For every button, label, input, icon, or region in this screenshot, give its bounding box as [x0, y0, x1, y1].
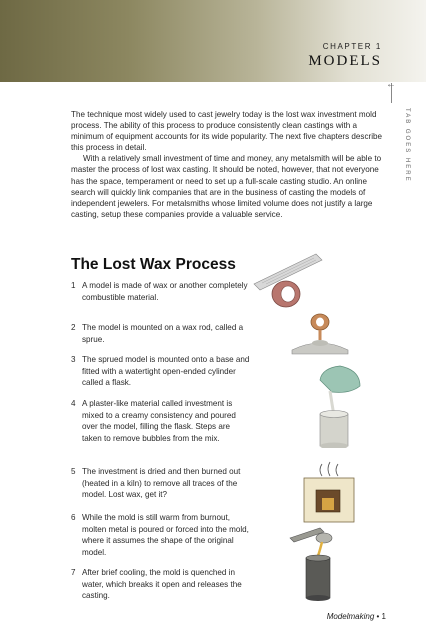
step-number: 2: [71, 323, 76, 332]
step-number: 5: [71, 467, 76, 476]
wax-ring-model-illustration: [248, 250, 330, 312]
step-item: [71, 280, 251, 303]
step-text: After brief cooling, the mold is quenched in water, which breaks it open and releases the casting.: [82, 568, 242, 601]
page-footer: [327, 612, 386, 621]
step-item: [71, 322, 251, 345]
kiln-burnout-illustration: [298, 460, 362, 526]
footer-book-title: Modelmaking: [326, 612, 375, 621]
step-text: While the mold is still warm from burnout, molten metal is poured or forced into the mold, where it assumes the shape of the original model.: [82, 513, 249, 557]
tab-label: TAB GOES HERE: [404, 108, 410, 183]
chapter-title: MODELS: [308, 53, 382, 69]
step-number: 1: [71, 281, 76, 290]
step-text: The investment is dried and then burned out (heated in a kiln) to remove all traces of the model. Lost wax, get it?: [82, 467, 241, 500]
intro-paragraph-2: With a relatively small investment of time and money, any metalsmith will be able to master the process of lost wax casting. It should be noted, however, that not everyone has the space, temperament or need to set up a full-scale casting studio. An online search will quickly link companies that are in the business of casting the models of independent jewelers. For metalsmiths whose limited volume does not justify a large casting, setup these companies provide a valuable service.: [71, 154, 382, 219]
intro-text: [71, 109, 383, 220]
chapter-label: CHAPTER 1: [322, 42, 382, 51]
step-item: [71, 398, 251, 444]
step-item: [71, 512, 251, 558]
investment-pouring-illustration: [310, 364, 366, 448]
step-text: A plaster-like material called investment is mixed to a creamy consistency and poured over the model, filling the flask. Steps are taken to remove bubbles from the mix.: [82, 399, 236, 443]
step-text: A model is made of wax or another completely combustible material.: [82, 281, 248, 302]
step-item: [71, 354, 251, 389]
step-number: 6: [71, 513, 76, 522]
sprued-model-illustration: [286, 312, 354, 356]
step-item: [71, 466, 251, 501]
step-text: The model is mounted on a wax rod, called a sprue.: [82, 323, 244, 344]
step-number: 4: [71, 399, 76, 408]
step-text: The sprued model is mounted onto a base and fitted with a watertight open-ended cylinder called a flask.: [82, 355, 250, 388]
step-number: 7: [71, 568, 76, 577]
footer-separator: •: [376, 612, 380, 621]
section-heading: The Lost Wax Process: [71, 256, 236, 273]
page-number: 1: [381, 612, 386, 621]
step-item: [71, 567, 251, 602]
arrow-left-icon: ←: [386, 79, 396, 90]
metal-pouring-illustration: [286, 520, 350, 604]
intro-paragraph-1: The technique most widely used to cast jewelry today is the lost wax investment mold process. The ability of this process to produce consistently clean castings with a minimum of equipment accounts for its wide popularity. The next five chapters describe this process in detail.: [71, 110, 383, 153]
step-number: 3: [71, 355, 76, 364]
